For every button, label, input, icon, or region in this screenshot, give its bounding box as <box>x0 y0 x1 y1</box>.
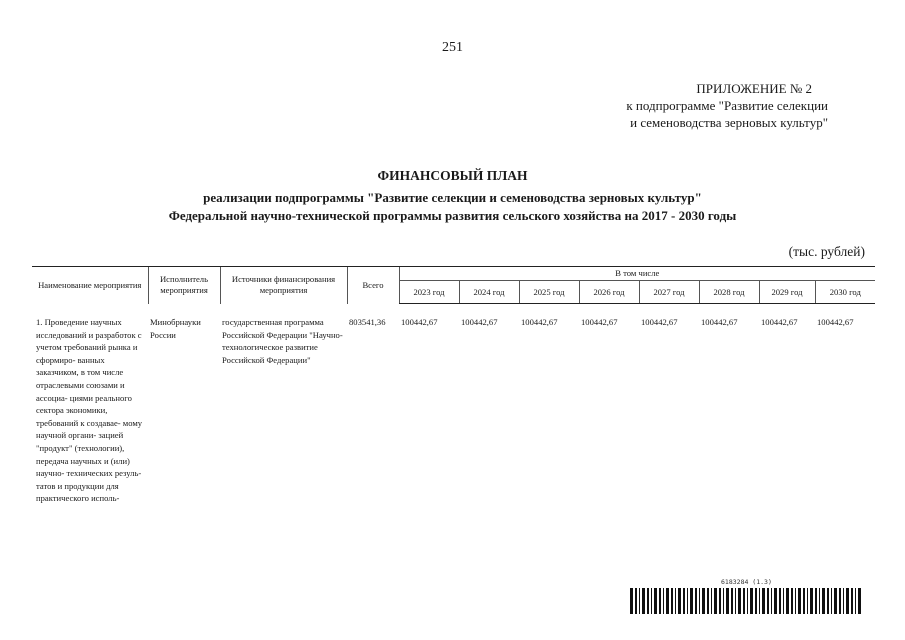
financial-plan-table <box>32 266 875 505</box>
barcode-bar <box>822 588 825 614</box>
barcode-bar <box>795 588 796 614</box>
barcode-bar <box>831 588 832 614</box>
header-year: 2027 год <box>639 281 699 304</box>
barcode-bar <box>750 588 753 614</box>
barcode-bar <box>839 588 841 614</box>
subtitle-line-2: Федеральной научно-технической программы развития сельского хозяйства на 2017 - 2030 годы <box>168 208 737 223</box>
barcode-bar <box>803 588 805 614</box>
cell-year-value: 100442,67 <box>401 317 438 327</box>
header-year: 2026 год <box>579 281 639 304</box>
barcode-bar <box>762 588 765 614</box>
appendix-line-1: к подпрограмме "Развитие селекции <box>626 98 828 113</box>
barcode-bar <box>827 588 829 614</box>
barcode-number: 6183284 (1.3) <box>721 578 772 586</box>
barcode-bar <box>714 588 717 614</box>
barcode-bar <box>846 588 849 614</box>
barcode-bar <box>687 588 688 614</box>
cell-source: государственная программа Российской Федерации "Научно-технологическое развитие Российской Федерации" <box>222 317 343 365</box>
barcode-bar <box>810 588 813 614</box>
barcode-bar <box>834 588 837 614</box>
barcode-bar <box>719 588 721 614</box>
barcode-bar <box>755 588 757 614</box>
cell-measure: 1. Проведение научных исследований и разработок с учетом требований рынка и сформиро- ванных заказчиком, в том числе отраслевыми союзами и ассоциа- циями реального сектора экономики, требований к создавае- мому научной органи- зацией "продукт" (технологии), передача научных и (или) научно- технических резуль- татов и продукции для практического исполь- <box>36 317 143 504</box>
barcode-bar <box>699 588 700 614</box>
cell-total: 803541,36 <box>349 317 386 327</box>
barcode-bar <box>671 588 673 614</box>
barcode-bar <box>791 588 793 614</box>
barcode-bar <box>819 588 820 614</box>
header-year: 2030 год <box>815 281 875 304</box>
cell-year-value: 100442,67 <box>641 317 678 327</box>
header-executor: Исполнитель мероприятия <box>148 267 220 304</box>
document-subtitle <box>0 189 905 225</box>
header-year: 2025 год <box>519 281 579 304</box>
barcode-bar <box>678 588 681 614</box>
barcode-bar <box>743 588 745 614</box>
barcode <box>630 588 864 614</box>
header-total: Всего <box>347 267 399 304</box>
barcode-bar <box>851 588 853 614</box>
barcode-bar <box>690 588 693 614</box>
cell-year-value: 100442,67 <box>521 317 558 327</box>
barcode-bar <box>843 588 844 614</box>
barcode-bar <box>723 588 724 614</box>
header-year: 2023 год <box>399 281 459 304</box>
cell-year-value: 100442,67 <box>701 317 738 327</box>
barcode-bar <box>659 588 661 614</box>
barcode-bar <box>759 588 760 614</box>
barcode-bar <box>647 588 649 614</box>
barcode-bar <box>771 588 772 614</box>
barcode-bar <box>663 588 664 614</box>
barcode-bar <box>738 588 741 614</box>
barcode-bar <box>642 588 645 614</box>
barcode-bar <box>767 588 769 614</box>
barcode-bar <box>639 588 640 614</box>
barcode-bar <box>774 588 777 614</box>
barcode-bar <box>807 588 808 614</box>
barcode-bar <box>779 588 781 614</box>
barcode-bar <box>735 588 736 614</box>
barcode-bar <box>726 588 729 614</box>
barcode-bar <box>798 588 801 614</box>
barcode-bar <box>635 588 637 614</box>
header-including: В том числе <box>399 267 875 281</box>
header-year: 2028 год <box>699 281 759 304</box>
appendix-line-2: и семеноводства зерновых культур" <box>630 115 828 130</box>
units-label: (тыс. рублей) <box>788 244 865 259</box>
table-row <box>32 316 875 505</box>
header-year: 2024 год <box>459 281 519 304</box>
cell-year-value: 100442,67 <box>581 317 618 327</box>
barcode-bar <box>666 588 669 614</box>
barcode-bar <box>858 588 861 614</box>
barcode-bar <box>702 588 705 614</box>
barcode-bar <box>651 588 652 614</box>
subtitle-line-1: реализации подпрограммы "Развитие селекции и семеноводства зерновых культур" <box>203 190 702 205</box>
barcode-bar <box>711 588 712 614</box>
cell-executor: Минобрнауки России <box>150 317 201 340</box>
barcode-bar <box>675 588 676 614</box>
header-sources: Источники финансирования мероприятия <box>220 267 347 304</box>
appendix-title: ПРИЛОЖЕНИЕ № 2 <box>696 81 812 96</box>
barcode-bar <box>783 588 784 614</box>
cell-year-value: 100442,67 <box>817 317 854 327</box>
barcode-bar <box>707 588 709 614</box>
page-number: 251 <box>442 40 463 55</box>
document-title: ФИНАНСОВЫЙ ПЛАН <box>377 168 528 183</box>
barcode-bar <box>630 588 633 614</box>
header-measure: Наименование мероприятия <box>32 267 148 304</box>
barcode-bar <box>815 588 817 614</box>
barcode-bar <box>786 588 789 614</box>
cell-year-value: 100442,67 <box>761 317 798 327</box>
appendix-block <box>626 80 828 131</box>
barcode-bar <box>654 588 657 614</box>
barcode-bar <box>683 588 685 614</box>
barcode-bar <box>731 588 733 614</box>
barcode-bar <box>747 588 748 614</box>
barcode-bar <box>855 588 856 614</box>
barcode-bar <box>695 588 697 614</box>
cell-year-value: 100442,67 <box>461 317 498 327</box>
header-year: 2029 год <box>759 281 815 304</box>
